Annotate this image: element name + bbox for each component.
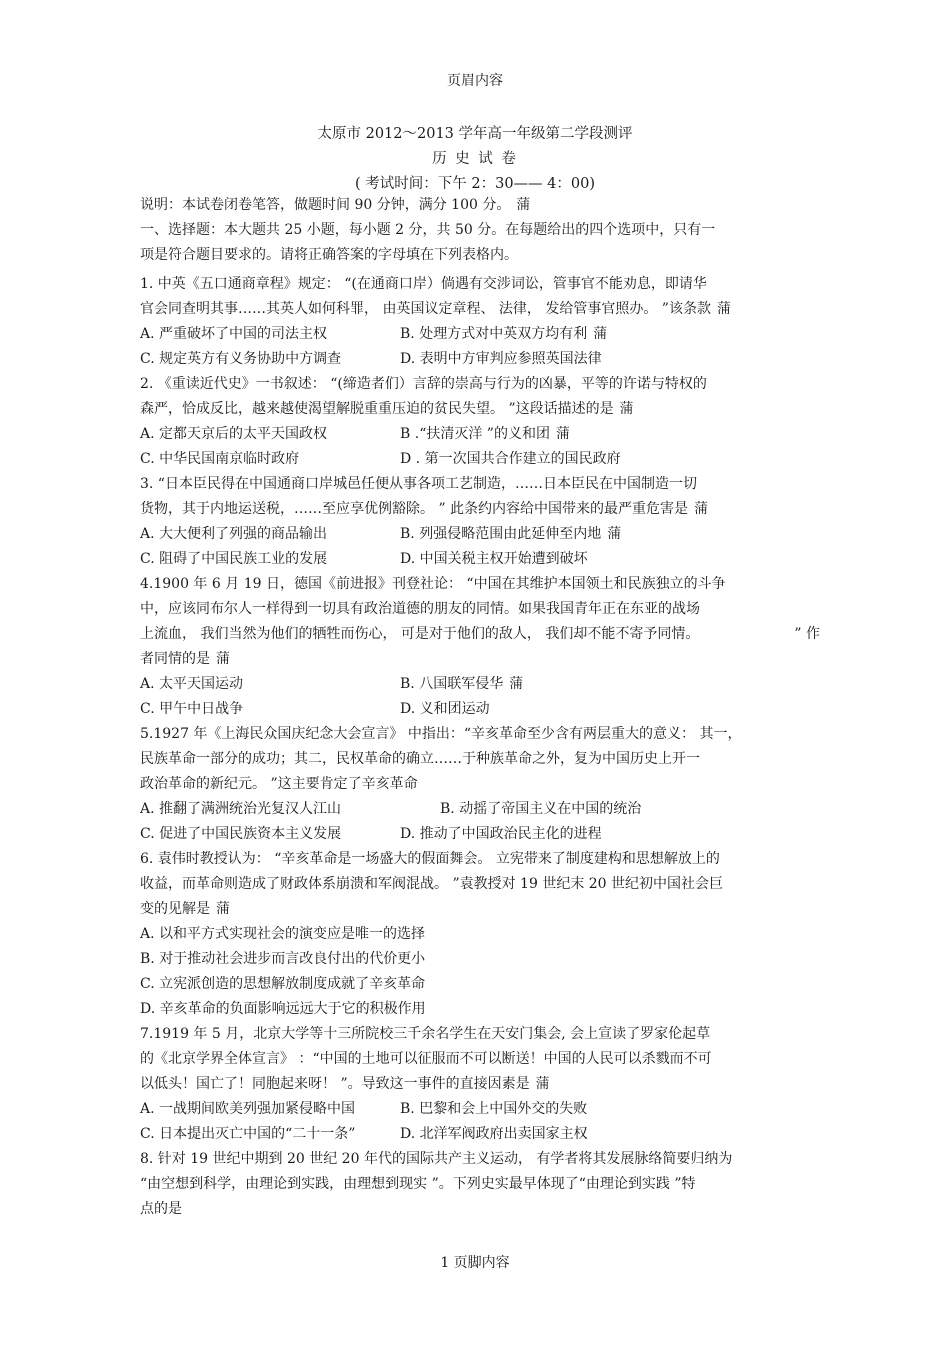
option-a: A. 以和平方式实现社会的演变应是唯一的选择 <box>140 926 426 942</box>
question-4-stem-cont: 上流血， 我们当然为他们的牺牲而伤心， 可是对于他们的敌人， 我们却不能不寄予同情。 ” 作 <box>140 626 820 642</box>
question-7-stem-cont: 的《北京学界全体宣言》 ：“中国的土地可以征服而不可以断送！中国的人民可以杀戮而不可 <box>140 1051 712 1067</box>
section-heading: 一、选择题：本大题共 25 小题，每小题 2 分，共 50 分。在每题给出的四个选项中，只有一 <box>140 222 716 238</box>
option-d: D. 中国关税主权开始遭到破坏 <box>400 551 588 567</box>
watermark-glyph: 蒲 <box>516 197 531 213</box>
option-c: C. 阻碍了中国民族工业的发展 <box>140 551 328 567</box>
watermark-glyph: 蒲 <box>216 901 230 917</box>
question-6-stem-cont: 收益，而革命则造成了财政体系崩溃和军阀混战。 ”袁教授对 19 世纪末 20 世纪初中国社会巨 <box>140 876 724 892</box>
watermark-glyph: 蒲 <box>593 326 608 342</box>
option-d: D. 北洋军阀政府出卖国家主权 <box>400 1126 588 1142</box>
option-c: C. 规定英方有义务协助中方调查 <box>140 351 342 367</box>
question-2-stem: 2. 《重读近代史》一书叙述： “(缔造者们）言辞的崇高与行为的凶暴，平等的许诺与特权的 <box>140 376 707 392</box>
instructions: 说明：本试卷闭卷笔答，做题时间 90 分钟，满分 100 分。 蒲 <box>140 193 820 218</box>
question-2-options-cd <box>140 447 820 472</box>
question-3-stem-cont: 货物，其于内地运送税，……至应享优例豁除。 ” 此条约内容给中国带来的最严重危害是 蒲 <box>140 497 820 522</box>
option-c: C. 甲午中日战争 <box>140 701 244 717</box>
question-5-options-cd <box>140 822 820 847</box>
option-d: D. 义和团运动 <box>400 701 490 717</box>
question-7-stem-end: 以低头！国亡了！同胞起来呀！ ”。导致这一事件的直接因素是 蒲 <box>140 1072 820 1097</box>
question-5-stem: 5.1927 年《上海民众国庆纪念大会宣言》 中指出：“辛亥革命至少含有两层重大的意义： 其一， <box>140 726 742 742</box>
option-d: D. 辛亥革命的负面影响远远大于它的积极作用 <box>140 1001 426 1017</box>
question-2-options-ab <box>140 422 820 447</box>
question-4-options-ab <box>140 672 820 697</box>
question-5-options-ab <box>140 797 820 822</box>
question-6-stem-end: 变的见解是 蒲 <box>140 897 820 922</box>
exam-time: ( 考试时间：下午 2：30—— 4：00) <box>355 176 595 192</box>
watermark-glyph: 蒲 <box>607 526 622 542</box>
question-6-stem: 6. 袁伟时教授认为： “辛亥革命是一场盛大的假面舞会。 立宪带来了制度建构和思想解放上的 <box>140 851 720 867</box>
option-a: A. 推翻了满洲统治光复汉人江山 <box>140 801 342 817</box>
question-4-stem-end: 者同情的是 蒲 <box>140 647 820 672</box>
option-c: C. 促进了中国民族资本主义发展 <box>140 826 342 842</box>
watermark-glyph: 蒲 <box>216 651 230 667</box>
watermark-glyph: 蒲 <box>619 401 634 417</box>
option-c: C. 日本提出灭亡中国的“二十一条” <box>140 1126 356 1142</box>
watermark-glyph: 蒲 <box>716 301 731 317</box>
option-a: A. 大大便利了列强的商品输出 <box>140 526 328 542</box>
exam-title: 太原市 2012～2013 学年高一年级第二学段测评 <box>317 126 633 142</box>
option-c: C. 立宪派创造的思想解放制度成就了辛亥革命 <box>140 976 426 992</box>
option-a: A. 太平天国运动 <box>140 676 244 692</box>
option-b: B. 八国联军侵华 蒲 <box>400 672 523 697</box>
option-b: B. 对于推动社会进步而言改良付出的代价更小 <box>140 951 426 967</box>
question-5-stem-cont: 民族革命一部分的成功；其二，民权革命的确立……于种族革命之外，复为中国历史上开一 <box>140 751 700 767</box>
option-a: A. 定都天京后的太平天国政权 <box>140 426 328 442</box>
option-b: B. 动摇了帝国主义在中国的统治 <box>440 801 642 817</box>
page-header: 页眉内容 <box>447 73 503 89</box>
option-c: C. 中华民国南京临时政府 <box>140 451 300 467</box>
exam-body <box>140 193 820 1222</box>
question-8-stem-end: 点的是 <box>140 1201 182 1217</box>
question-7-stem: 7.1919 年 5 月，北京大学等十三所院校三千余名学生在天安门集会, 会上宣读了罗家伦起草 <box>140 1026 711 1042</box>
question-3-options-cd <box>140 547 820 572</box>
question-8-stem-cont: “由空想到科学，由理论到实践，由理想到现实 ”。下列史实最早体现了“由理论到实践 ”特 <box>140 1176 696 1192</box>
option-b: B. 巴黎和会上中国外交的失败 <box>400 1101 588 1117</box>
option-d: D. 表明中方审判应参照英国法律 <box>400 351 602 367</box>
watermark-glyph: 蒲 <box>535 1076 550 1092</box>
option-d: D. 推动了中国政治民主化的进程 <box>400 826 602 842</box>
option-b: B. 处理方式对中英双方均有利 蒲 <box>400 322 607 347</box>
option-a: A. 严重破坏了中国的司法主权 <box>140 326 328 342</box>
option-a: A. 一战期间欧美列强加紧侵略中国 <box>140 1101 356 1117</box>
watermark-glyph: 蒲 <box>509 676 524 692</box>
question-1-options-ab <box>140 322 820 347</box>
question-1-stem-cont: 官会同查明其事……其英人如何科罪， 由英国议定章程、 法律， 发给管事官照办。 ”该条款 蒲 <box>140 297 820 322</box>
question-3-options-ab <box>140 522 820 547</box>
page-footer: 1 页脚内容 <box>440 1255 510 1271</box>
question-7-options-cd <box>140 1122 820 1147</box>
option-b: B .“扶清灭洋 ”的义和团 蒲 <box>400 422 570 447</box>
section-heading-cont: 项是符合题目要求的。请将正确答案的字母填在下列表格内。 <box>140 247 518 263</box>
question-4-stem-cont: 中，应该同布尔人一样得到一切具有政治道德的朋友的同情。如果我国青年正在东亚的战场 <box>140 601 700 617</box>
question-2-stem-cont: 森严，恰成反比，越来越使渴望解脱重重压迫的贫民失望。 ”这段话描述的是 蒲 <box>140 397 820 422</box>
exam-subject: 历 史 试 卷 <box>432 151 518 167</box>
question-1-stem: 1. 中英《五口通商章程》规定： “(在通商口岸）倘遇有交涉词讼，管事官不能劝息，即请华 <box>140 276 707 292</box>
question-1-options-cd <box>140 347 820 372</box>
question-5-stem-end: 政治革命的新纪元。 ”这主要肯定了辛亥革命 <box>140 776 418 792</box>
question-8-stem: 8. 针对 19 世纪中期到 20 世纪 20 年代的国际共产主义运动， 有学者将其发展脉络简要归纳为 <box>140 1151 733 1167</box>
option-d: D . 第一次国共合作建立的国民政府 <box>400 451 621 467</box>
question-4-stem: 4.1900 年 6 月 19 日，德国《前进报》刊登社论： “中国在其维护本国领土和民族独立的斗争 <box>140 576 726 592</box>
watermark-glyph: 蒲 <box>694 501 709 517</box>
watermark-glyph: 蒲 <box>555 426 570 442</box>
question-3-stem: 3. “日本臣民得在中国通商口岸城邑任便从事各项工艺制造，……日本臣民在中国制造一切 <box>140 476 697 492</box>
question-7-options-ab <box>140 1097 820 1122</box>
question-4-options-cd <box>140 697 820 722</box>
option-b: B. 列强侵略范围由此延伸至内地 蒲 <box>400 522 621 547</box>
